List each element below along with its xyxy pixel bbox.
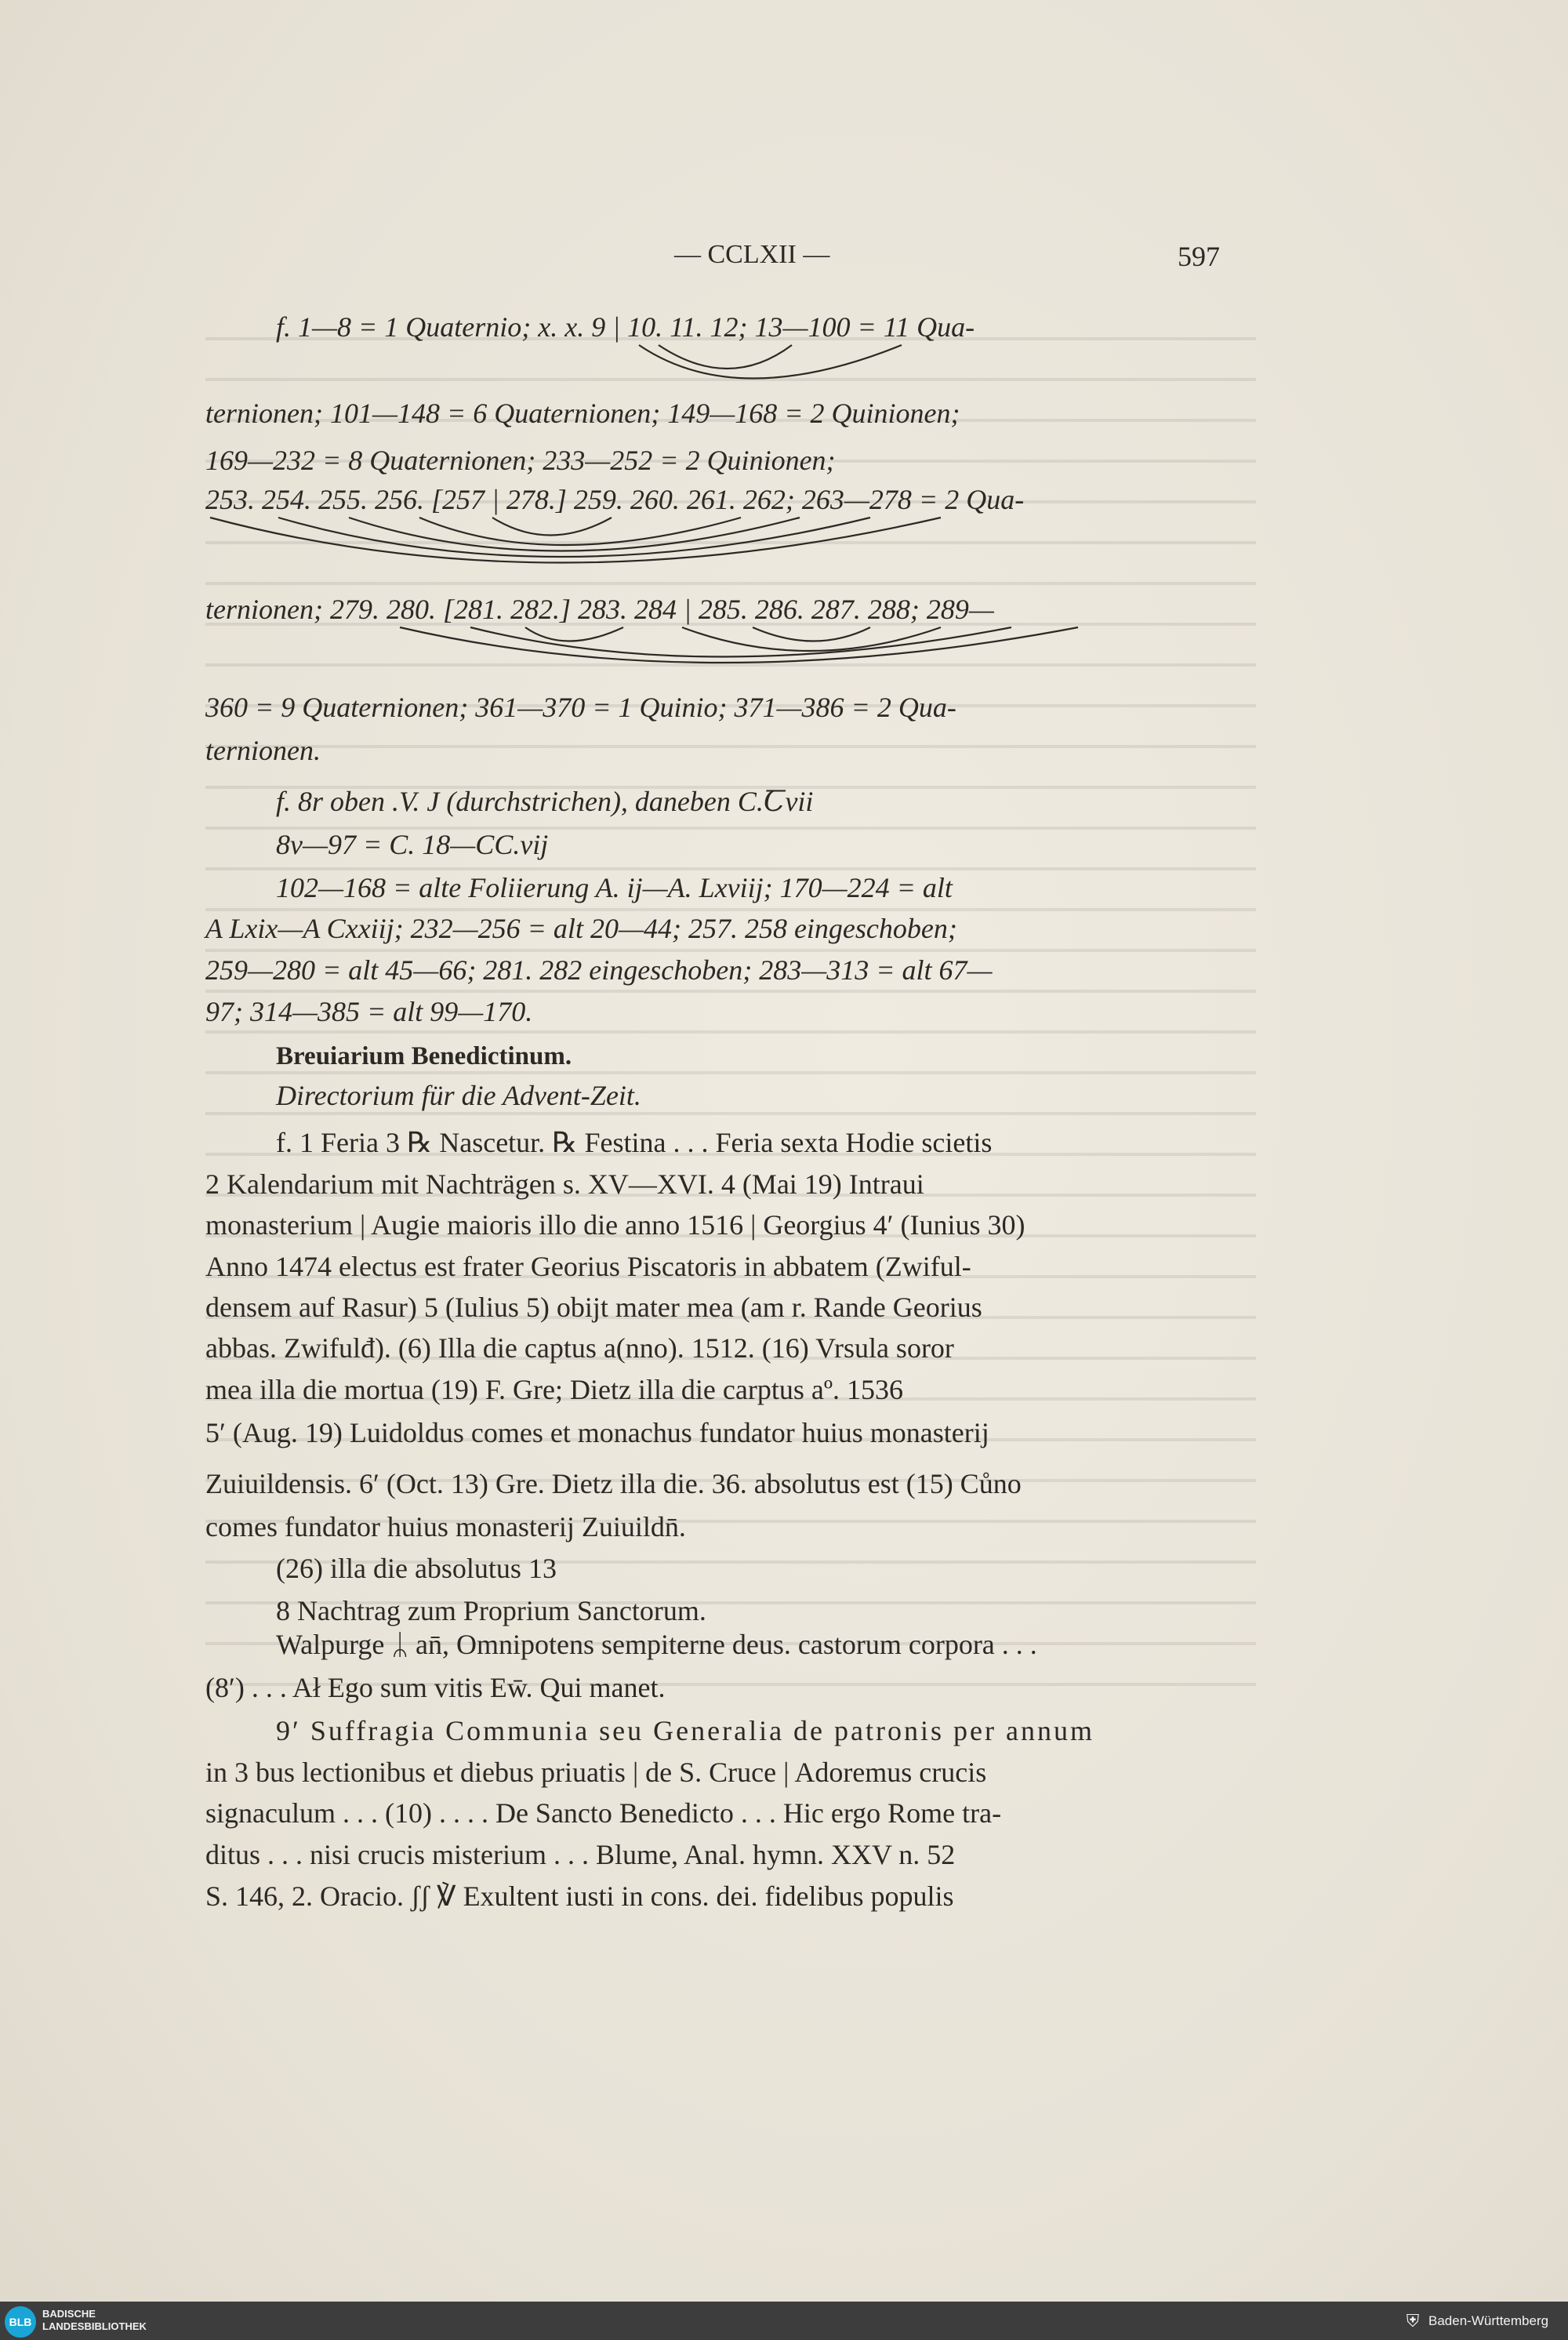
quire-arc <box>753 627 870 641</box>
text-line: 8v—97 = C. 18—CC.vij <box>276 829 549 860</box>
section-heading: 8 Nachtrag zum Proprium Sanctorum. <box>276 1595 706 1626</box>
text-line: Zuiuildensis. 6′ (Oct. 13) Gre. Dietz illa die. 36. absolutus est (15) Cůno <box>205 1468 1022 1499</box>
state-name: Baden-Württemberg <box>1428 2313 1549 2328</box>
text-line: Directorium für die Advent-Zeit. <box>276 1080 641 1111</box>
quire-arc <box>682 627 941 651</box>
text-line: 360 = 9 Quaternionen; 361—370 = 1 Quinio; 371—386 = 2 Qua- <box>205 692 956 723</box>
text-line: monasterium | Augie maioris illo die anno 1516 | Georgius 4′ (Iunius 30) <box>205 1209 1025 1241</box>
text-line: (8′) . . . Ał Ego sum vitis Ew̄. Qui manet. <box>205 1672 666 1703</box>
text-line: Anno 1474 electus est frater Georius Piscatoris in abbatem (Zwiful- <box>205 1251 971 1282</box>
page-number: 597 <box>1178 241 1220 272</box>
blb-logo: BLB <box>5 2306 36 2338</box>
text-line: densem auf Rasur) 5 (Iulius 5) obijt mater mea (am r. Rande Georius <box>205 1292 982 1323</box>
text-line: Walpurge ᛦ an̄, Omnipotens sempiterne deus. castorum corpora . . . <box>276 1629 1037 1660</box>
text-line: 5′ (Aug. 19) Luidoldus comes et monachus fundator huius monasterij <box>205 1417 989 1448</box>
text-line: f. 8r oben .V. J (durchstrichen), daneben C.Ꞇvii <box>276 786 814 817</box>
text-line: 102—168 = alte Foliierung A. ij—A. Lxviij; 170—224 = alt <box>276 872 953 903</box>
text-line: S. 146, 2. Oracio. ʃʃ ℣ Exultent iusti in cons. dei. fidelibus populis <box>205 1880 954 1912</box>
text-line: signaculum . . . (10) . . . . De Sancto Benedicto . . . Hic ergo Rome tra- <box>205 1797 1002 1829</box>
quire-arc <box>492 518 612 536</box>
page-header-title: — CCLXII — <box>674 240 830 269</box>
section-heading: Breuiarium Benedictinum. <box>276 1042 572 1070</box>
text-line: abbas. Zwifulđ). (6) Illa die captus a(nno). 1512. (16) Vrsula soror <box>205 1332 954 1364</box>
quire-arc <box>525 627 623 641</box>
text-line: ternionen; 101—148 = 6 Quaternionen; 149—168 = 2 Quinionen; <box>205 398 960 429</box>
text-line: 259—280 = alt 45—66; 281. 282 eingeschoben; 283—313 = alt 67— <box>205 954 993 986</box>
quire-arc <box>349 518 800 551</box>
text-line: comes fundator huius monasterij Zuiuildn̄. <box>205 1511 686 1542</box>
text-line: in 3 bus lectionibus et diebus priuatis | de S. Cruce | Adoremus crucis <box>205 1757 987 1788</box>
library-name: BADISCHE LANDESBIBLIOTHEK <box>42 2308 147 2332</box>
text-line: mea illa die mortua (19) F. Gre; Dietz illa die carptus aº. 1536 <box>205 1374 903 1405</box>
text-line: 9′ Suffragia Communia seu Generalia de patronis per annum <box>276 1715 1094 1746</box>
text-line: ternionen. <box>205 735 321 766</box>
text-line: 169—232 = 8 Quaternionen; 233—252 = 2 Quinionen; <box>205 445 836 476</box>
text-line: (26) illa die absolutus 13 <box>276 1553 557 1584</box>
footer-bar <box>0 2302 1568 2340</box>
text-line: ternionen; 279. 280. [281. 282.] 283. 284 | 285. 286. 287. 288; 289— <box>205 594 994 625</box>
coat-of-arms-icon: ⛨ <box>1406 2311 1420 2331</box>
text-line: f. 1 Feria 3 ℞ Nascetur. ℞ Festina . . . Feria sexta Hodie scietis <box>276 1127 993 1158</box>
text-line: 253. 254. 255. 256. [257 | 278.] 259. 260. 261. 262; 263—278 = 2 Qua- <box>205 484 1025 515</box>
text-line: ditus . . . nisi crucis misterium . . . Blume, Anal. hymn. XXV n. 52 <box>205 1839 956 1870</box>
quire-arc <box>639 345 902 379</box>
text-line: 2 Kalendarium mit Nachträgen s. XV—XVI. 4 (Mai 19) Intraui <box>205 1168 924 1200</box>
text-line: A Lxix—A Cxxiij; 232—256 = alt 20—44; 257. 258 eingeschoben; <box>205 913 957 944</box>
text-line: 97; 314—385 = alt 99—170. <box>205 996 533 1027</box>
text-line: f. 1—8 = 1 Quaternio; x. x. 9 | 10. 11. 12; 13—100 = 11 Qua- <box>276 311 975 343</box>
